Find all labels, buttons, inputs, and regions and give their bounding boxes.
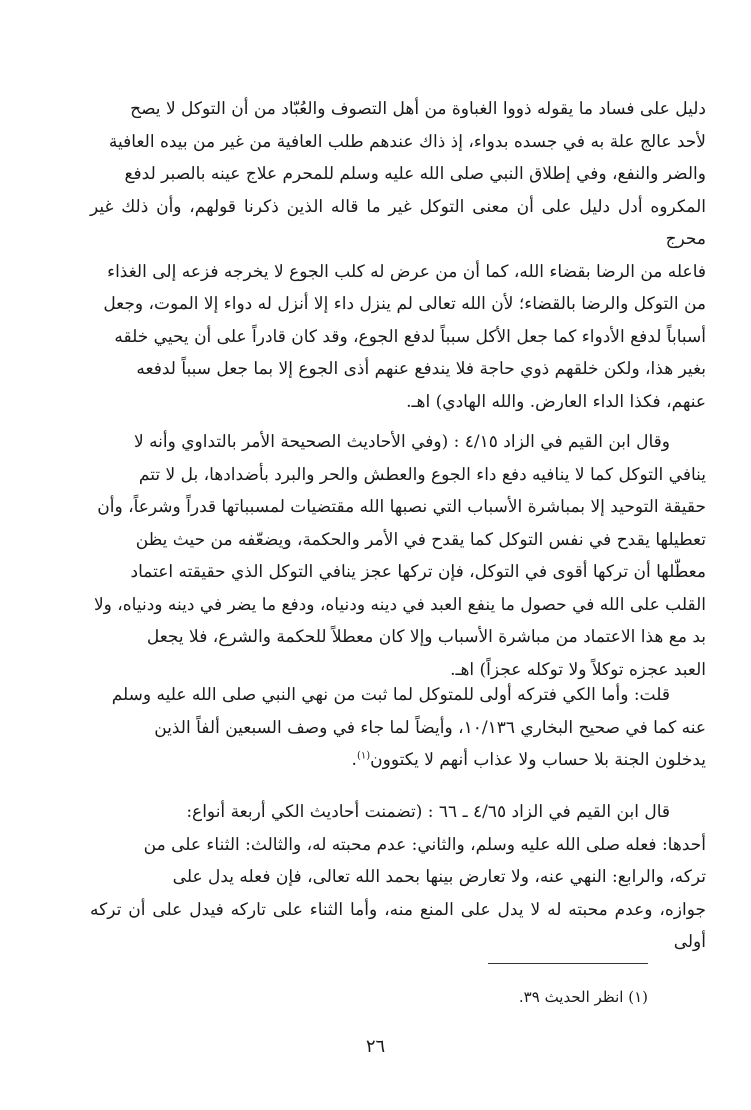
text-line <box>90 744 706 777</box>
paragraph-4 <box>90 796 706 959</box>
text-line: لأحد عالج علة به في جسده بدواء، إذ ذاك عندهم طلب العافية من غير من بيده العافية <box>108 131 706 152</box>
text-line: أسباباً لدفع الأدواء كما جعل الأكل سبباً لدفع الجوع، وقد كان قادراً على أن يحيي خلقه <box>114 326 706 347</box>
page-number: ٢٦ <box>365 1036 386 1057</box>
footnote: (١) انظر الحديث ٣٩. <box>518 988 648 1006</box>
text-line: فاعله من الرضا بقضاء الله، كما أن من عرض له كلب الجوع لا يخرجه فزعه إلى الغذاء <box>107 261 706 282</box>
text-line: أحدها: فعله صلى الله عليه وسلم، والثاني: عدم محبته له، والثالث: الثناء على من <box>143 834 706 855</box>
sentence-end: . <box>351 750 357 770</box>
text-line: بد مع هذا الاعتماد من مباشرة الأسباب وإلا كان معطلاً للحكمة والشرع، فلا يجعل <box>146 627 706 647</box>
text-segment: يدخلون الجنة بلا حساب ولا عذاب أنهم لا يكتوون <box>370 750 706 770</box>
text-line: تركه، والرابع: النهي عنه، ولا تعارض بينها بحمد الله تعالى، فإن فعله يدل على <box>172 867 706 887</box>
paragraph-2 <box>90 426 706 686</box>
paragraph-3 <box>90 679 706 777</box>
footnote-divider <box>488 963 648 964</box>
text-line: من التوكل والرضا بالقضاء؛ لأن الله تعالى لم ينزل داء إلا أنزل له دواء إلا الموت، وجعل <box>103 294 706 314</box>
text-line: العبد عجزه توكلاً ولا توكله عجزاً) اهـ. <box>450 659 706 680</box>
text-line: عنه كما في صحيح البخاري ١٠/١٣٦، وأيضاً لما جاء في وصف السبعين ألفاً الذين <box>154 717 706 738</box>
text-line: ينافي التوكل كما لا ينافيه دفع داء الجوع والعطش والحر والبرد بأضدادها، بل لا تتم <box>138 464 706 485</box>
text-line: عنهم، فكذا الداء العارض. والله الهادي) اهـ. <box>406 391 706 412</box>
paragraph-1 <box>90 93 706 418</box>
text-line: جوازه، وعدم محبته له لا يدل على المنع منه، وأما الثناء على تاركه فيدل على أن تركه أولى <box>90 899 706 952</box>
text-line: حقيقة التوحيد إلا بمباشرة الأسباب التي نصبها الله مقتضيات لمسبباتها قدراً وشرعاً، وأن <box>97 497 706 517</box>
text-line: قال ابن القيم في الزاد ٤/٦٥ ـ ٦٦ : (تضمنت أحاديث الكي أربعة أنواع: <box>186 802 670 822</box>
footnote-reference[interactable]: (١) <box>356 750 371 762</box>
text-line: قلت: وأما الكي فتركه أولى للمتوكل لما ثبت من نهي النبي صلى الله عليه وسلم <box>111 685 670 705</box>
text-line: والضر والنفع، وفي إطلاق النبي صلى الله عليه وسلم للمحرم علاج عينه بالصبر لدفع <box>124 164 706 184</box>
text-line: القلب على الله في حصول ما ينفع العبد في دينه ودنياه، ودفع ما يضر في دينه ودنياه، ولا <box>93 594 706 615</box>
text-line: دليل على فساد ما يقوله ذووا الغباوة من أهل التصوف والعُبّاد من أن التوكل لا يصح <box>130 99 706 119</box>
text-line: وقال ابن القيم في الزاد ٤/١٥ : (وفي الأحاديث الصحيحة الأمر بالتداوي وأنه لا <box>133 432 670 452</box>
text-line: معطّلها أن تركها أقوى في التوكل، فإن تركها عجز ينافي التوكل الذي حقيقته اعتماد <box>130 562 706 582</box>
text-line: بغير هذا، ولكن خلقهم ذوي حاجة فلا يندفع عنهم أذى الجوع إلا بما جعل سبباً لدفعه <box>136 359 706 379</box>
text-line: المكروه أدل دليل على أن معنى التوكل غير ما قاله الذين ذكرنا قولهم، وأن ذلك غير محرج <box>90 196 706 249</box>
text-line: تعطيلها يقدح في نفس التوكل كما يقدح في الأمر والحكمة، ويضعّفه من حيث يظن <box>135 529 706 550</box>
